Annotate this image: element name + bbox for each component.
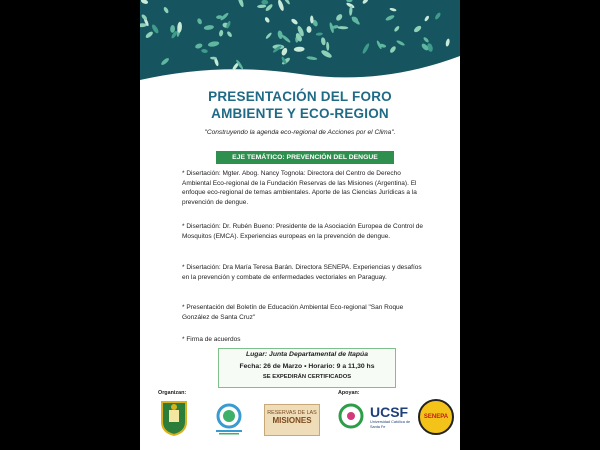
title-line-2: AMBIENTE Y ECO-REGION [211, 106, 389, 121]
item-firma: * Firma de acuerdos [182, 336, 241, 343]
subtitle: "Construyendo la agenda eco-regional de Acciones por el Clima". [204, 129, 396, 136]
eje-tematico-banner: EJE TEMÁTICO: PREVENCIÓN DEL DENGUE [216, 151, 394, 164]
senepa-logo: SENEPA [418, 399, 454, 435]
fecha-text: Fecha: 26 de Marzo • Horario: 9 a 11,30 hs [239, 362, 375, 370]
lugar-text: Lugar: Junta Departamental de Itapúa [246, 351, 368, 358]
apoyan-label: Apoyan: [338, 390, 360, 396]
organizan-label: Organizan: [158, 390, 187, 396]
item-boletin: * Presentación del Boletín de Educación Ambiental Eco-regional "San Roque González de Santa Cruz" [182, 304, 404, 321]
itapua-shield-logo [160, 400, 188, 436]
leaf-pattern-header [140, 0, 460, 80]
certificados-text: SE EXPEDIRÁN CERTIFICADOS [262, 374, 352, 380]
poster [140, 0, 460, 450]
title-line-1: PRESENTACIÓN DEL FORO [208, 89, 392, 104]
eco-apoyo-logo [338, 402, 364, 432]
reservas-logo-text-2: MISIONES [272, 416, 312, 425]
item-baran: * Disertación: Dra María Teresa Barán. Directora SENEPA. Experiencias y desafíos en la prevención y combate de enfermedades vectoriales en Paraguay. [182, 264, 422, 281]
event-info-box [218, 348, 396, 388]
centro-innovacion-logo [212, 402, 246, 436]
item-bueno: * Disertación: Dr. Rubén Bueno: Presidente de la Asociación Europea de Control de Mosquitos (EMCA). Experiencias europeas en la prevención de dengue. [182, 223, 424, 240]
ucsf-logo-text: UCSF [370, 404, 409, 420]
ucsf-logo-subtext: Universidad Católica de Santa Fe [370, 420, 411, 429]
item-tognola: * Disertación: Mgter. Abog. Nancy Tognola: Directora del Centro de Derecho Ambiental Eco-regional de la Fundación Reservas de las Misiones (Argentina). El enfoque eco-regional de temas ambientales. Aporte de las Ciencias Jurídicas a la prevención de dengue. [182, 170, 417, 206]
reservas-misiones-logo [264, 404, 320, 436]
ucsf-logo [370, 404, 416, 434]
reservas-logo-text-1: RESERVAS DE LAS [267, 410, 317, 416]
